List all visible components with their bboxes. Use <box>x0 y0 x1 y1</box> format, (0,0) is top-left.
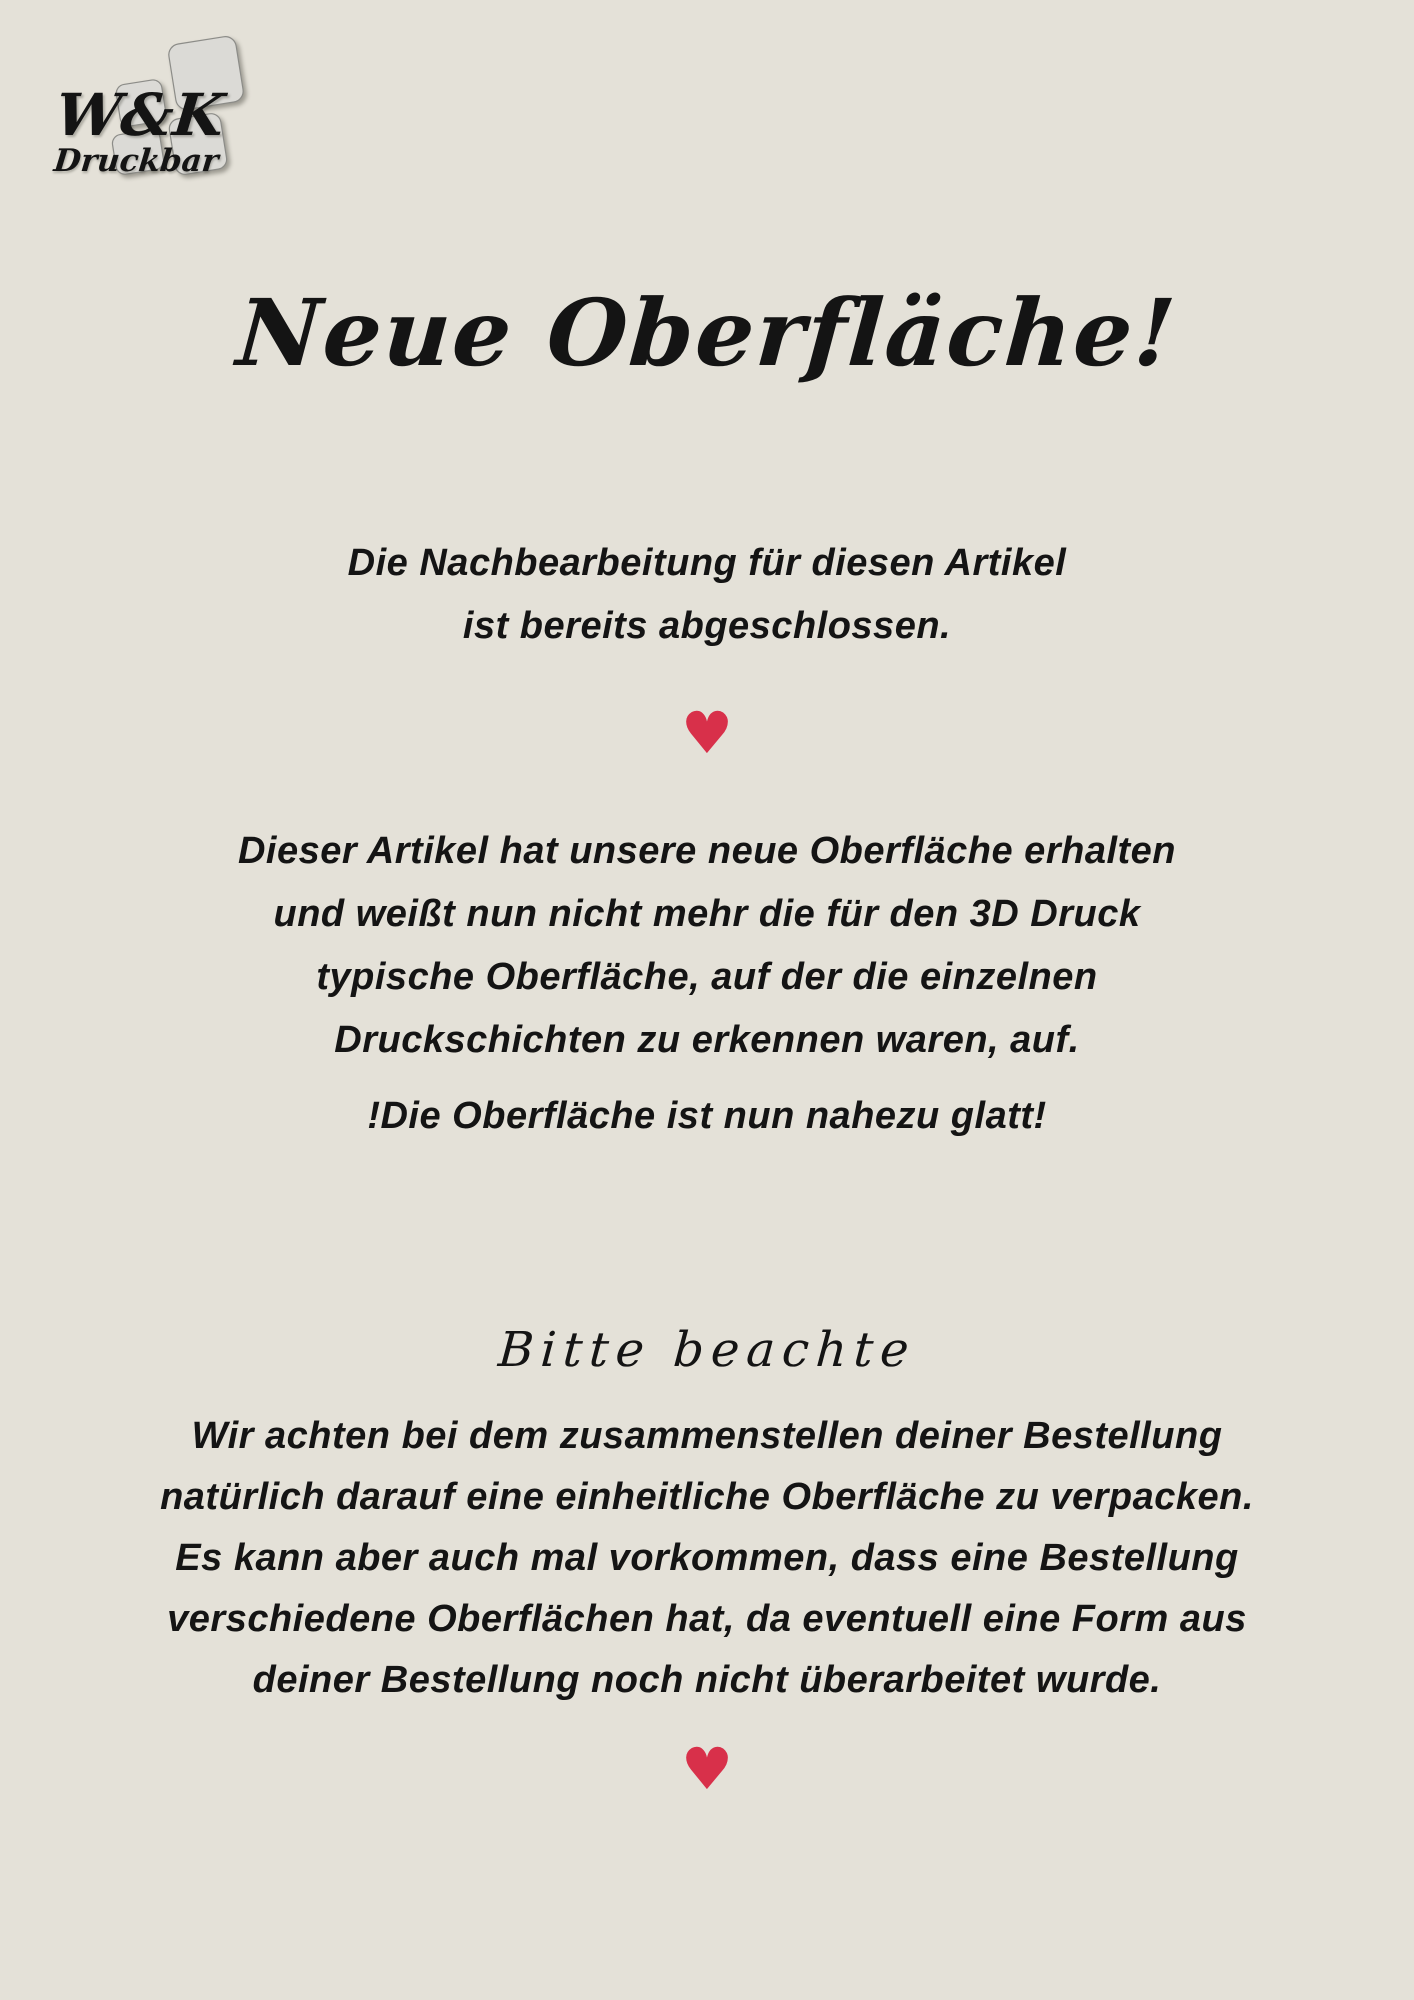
intro-paragraph <box>0 532 1414 658</box>
text-line: und weißt nun nicht mehr die für den 3D Druck <box>273 893 1141 935</box>
text-line: verschiedene Oberflächen hat, da eventuell eine Form aus <box>167 1598 1247 1640</box>
note-heading: Bitte beachte <box>496 1322 918 1378</box>
text-line: Wir achten bei dem zusammenstellen deiner Bestellung <box>191 1415 1223 1457</box>
text-line: deiner Bestellung noch nicht überarbeitet wurde. <box>252 1659 1162 1701</box>
text-line: typische Oberfläche, auf der die einzelnen <box>316 956 1098 998</box>
brand-logo <box>52 34 272 194</box>
text-line: ist bereits abgeschlossen. <box>462 605 952 647</box>
text-line: Druckschichten zu erkennen waren, auf. <box>334 1019 1080 1061</box>
text-line: natürlich darauf eine einheitliche Oberfläche zu verpacken. <box>160 1476 1254 1518</box>
logo-brand-text: W&K <box>52 81 228 149</box>
heart-icon: ♥ <box>681 1735 733 1803</box>
logo-subtitle-text: Druckbar <box>52 143 221 179</box>
highlight-text: !Die Oberfläche ist nun nahezu glatt! <box>367 1095 1047 1137</box>
text-line: Dieser Artikel hat unsere neue Oberfläche erhalten <box>237 830 1177 872</box>
page-title: Neue Oberfläche! <box>233 279 1181 387</box>
text-line: Die Nachbearbeitung für diesen Artikel <box>347 542 1067 584</box>
details-paragraph <box>0 820 1414 1072</box>
text-line: Es kann aber auch mal vorkommen, dass eine Bestellung <box>175 1537 1239 1579</box>
heart-icon: ♥ <box>681 699 733 767</box>
note-paragraph <box>0 1406 1414 1711</box>
